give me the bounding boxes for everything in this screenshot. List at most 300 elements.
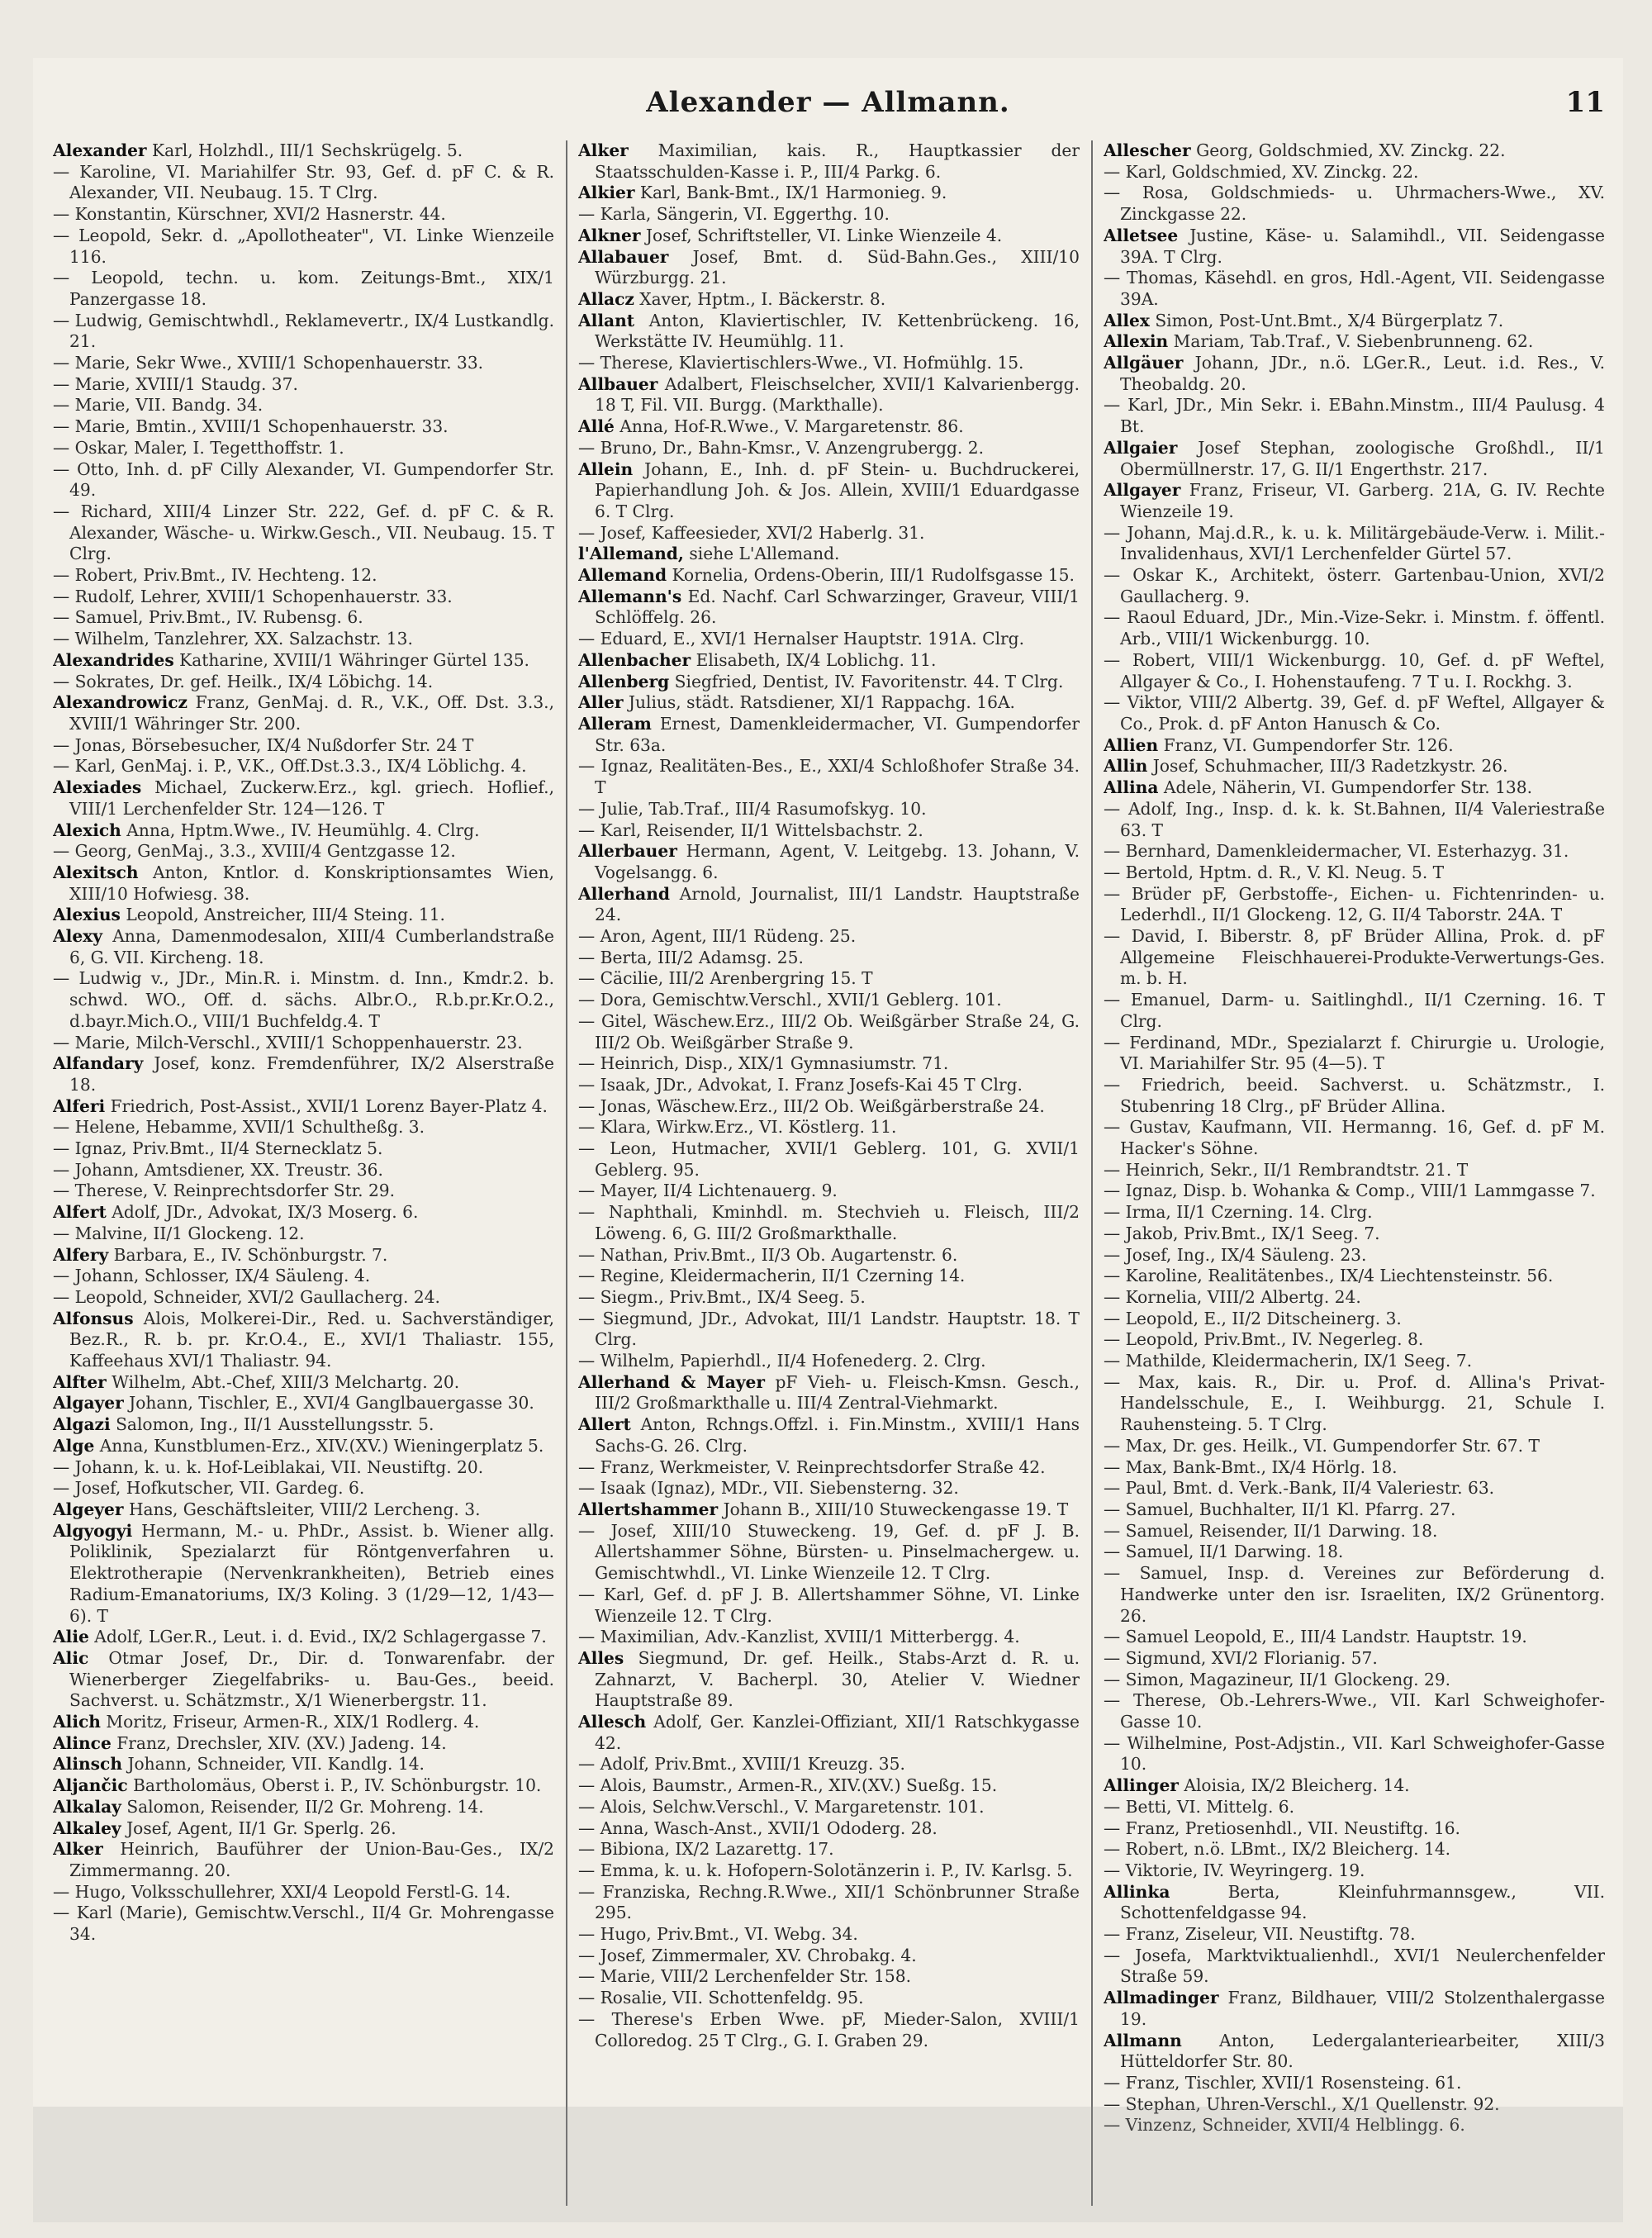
entry-text: Karl, JDr., Min Sekr. i. EBahn.Minstm., III/4 Paulusg. 4 Bt. <box>1120 395 1605 437</box>
entry-text: Leon, Hutmacher, XVII/1 Geblerg. 101, G. XVII/1 Geblerg. 95. <box>595 1138 1080 1180</box>
entry-text: Samuel Leopold, E., III/4 Landstr. Hauptstr. 19. <box>1125 1627 1527 1647</box>
directory-entry <box>1104 1860 1605 1882</box>
directory-entry <box>578 1245 1080 1266</box>
entry-text: Helene, Hebamme, XVII/1 Schultheßg. 3. <box>74 1117 425 1138</box>
entry-text: Otmar Josef, Dr., Dir. d. Tonwarenfabr. der Wienerberger Ziegelfabriks- u. Bau-Ges., beeid. Sachverst. u. Schätzmstr., X/1 Wienerbergstr. 11. <box>69 1647 554 1711</box>
directory-entry <box>578 204 1080 226</box>
entry-surname: Alfery <box>53 1244 109 1265</box>
entry-surname: Allabauer <box>578 246 669 267</box>
directory-entry <box>53 1096 554 1118</box>
entry-text: Johann, Schneider, VII. Kandlg. 14. <box>127 1754 425 1775</box>
directory-entry <box>578 544 1080 565</box>
entry-text: Emma, k. u. k. Hofopern-Solotänzerin i. P., IV. Karlsg. 5. <box>600 1860 1073 1880</box>
entry-text: Mayer, II/4 Lichtenauerg. 9. <box>600 1181 838 1201</box>
directory-entry <box>578 1946 1080 1967</box>
directory-entry <box>578 1096 1080 1118</box>
entry-dash: — <box>1104 161 1121 182</box>
directory-entry <box>1104 1690 1605 1732</box>
entry-surname: Alfonsus <box>53 1308 134 1328</box>
entry-text: Karl, Goldschmied, XV. Zinckg. 22. <box>1125 161 1419 182</box>
directory-entry <box>578 311 1080 353</box>
entry-text: Alois, Baumstr., Armen-R., XIV.(XV.) Sueßg. 15. <box>600 1775 998 1796</box>
directory-entry <box>578 438 1080 459</box>
entry-dash: — <box>578 926 596 947</box>
entry-text: Josef, Schuhmacher, III/3 Radetzkystr. 26. <box>1152 756 1508 777</box>
entry-surname: Alexandrowicz <box>53 692 188 713</box>
directory-entry <box>1104 1372 1605 1436</box>
entry-text: David, I. Biberstr. 8, pF Brüder Allina, Prok. d. pF Allgemeine Fleischhauerei-Produkte-Verwertungs-Ges. m. b. H. <box>1120 926 1605 989</box>
directory-entry <box>1104 1117 1605 1159</box>
entry-text: Hermann, M.- u. PhDr., Assist. b. Wiener allg. Poliklinik, Spezialarzt für Röntgenverfahren u. Elektrotherapie (Nervenkrankheiten), Betrieb eines Radium-Emanatoriums, IX/3 Koling. 3 (1/29—12, 1/43—6). T <box>69 1520 554 1626</box>
directory-entry <box>53 1775 554 1797</box>
directory-entry <box>578 1712 1080 1754</box>
entry-dash: — <box>53 1478 70 1499</box>
entry-dash: — <box>53 629 70 649</box>
entry-dash: — <box>1104 1329 1121 1350</box>
directory-entry <box>1104 1563 1605 1627</box>
entry-dash: — <box>53 373 70 394</box>
directory-entry <box>53 1181 554 1202</box>
directory-entry <box>53 1903 554 1945</box>
directory-columns <box>53 140 1606 2206</box>
entry-text: Simon, Magazineur, II/1 Glockeng. 29. <box>1125 1669 1451 1689</box>
entry-dash: — <box>1104 1520 1121 1541</box>
entry-text: Therese, V. Reinprechtsdorfer Str. 29. <box>74 1181 396 1201</box>
entry-dash: — <box>53 268 70 288</box>
directory-entry <box>578 1521 1080 1585</box>
directory-entry <box>1104 1075 1605 1117</box>
directory-entry <box>53 1499 554 1521</box>
entry-surname: Allescher <box>1104 140 1191 160</box>
entry-surname: Alfter <box>53 1371 107 1392</box>
entry-surname: Allerhand <box>578 883 671 904</box>
directory-entry <box>53 692 554 734</box>
entry-text: Siegm., Priv.Bmt., IX/4 Seeg. 5. <box>600 1286 866 1307</box>
entry-text: Samuel, Buchhalter, II/1 Kl. Pfarrg. 27. <box>1125 1499 1456 1519</box>
entry-surname: Alleram <box>578 713 652 734</box>
entry-surname: Alexandrides <box>53 649 174 670</box>
directory-entry <box>53 820 554 842</box>
directory-entry <box>578 672 1080 693</box>
entry-dash: — <box>1104 1181 1121 1201</box>
entry-text: Franz, Werkmeister, V. Reinprechtsdorfer Straße 42. <box>600 1456 1046 1477</box>
entry-text: Adolf, Priv.Bmt., XVIII/1 Kreuzg. 35. <box>600 1754 905 1775</box>
entry-dash: — <box>1104 862 1121 882</box>
directory-entry <box>578 1988 1080 2009</box>
directory-entry <box>1104 1775 1605 1797</box>
entry-text: Georg, Goldschmied, XV. Zinckg. 22. <box>1196 140 1506 160</box>
entry-text: Josef, Zimmermaler, XV. Chrobakg. 4. <box>600 1945 917 1965</box>
directory-entry <box>1104 1224 1605 1245</box>
directory-entry <box>53 1818 554 1840</box>
entry-dash: — <box>53 1181 70 1201</box>
directory-entry <box>578 1754 1080 1775</box>
entry-text: Cäcilie, III/2 Arenbergring 15. T <box>600 968 873 989</box>
directory-entry <box>578 1797 1080 1818</box>
directory-entry <box>578 247 1080 289</box>
entry-surname: Allien <box>1104 734 1159 755</box>
directory-entry <box>1104 1670 1605 1691</box>
scan-shadow <box>33 2107 1623 2222</box>
entry-dash: — <box>1104 1223 1121 1243</box>
entry-surname: Allina <box>1104 777 1159 798</box>
entry-dash: — <box>578 2008 596 2029</box>
entry-surname: Allinka <box>1104 1881 1170 1902</box>
directory-entry <box>578 714 1080 756</box>
entry-text: Mathilde, Kleidermacherin, IX/1 Seeg. 7. <box>1125 1351 1473 1371</box>
directory-entry <box>53 1797 554 1818</box>
entry-dash: — <box>578 1053 596 1074</box>
entry-text: Oskar K., Architekt, österr. Gartenbau-Union, XVI/2 Gaullacherg. 9. <box>1120 565 1605 606</box>
entry-surname: Allacz <box>578 288 634 309</box>
entry-text: Irma, II/1 Czerning. 14. Clrg. <box>1125 1202 1373 1223</box>
directory-entry <box>578 756 1080 798</box>
directory-entry <box>1104 140 1605 162</box>
directory-entry <box>578 1075 1080 1096</box>
entry-dash: — <box>1104 2093 1121 2114</box>
entry-text: Bernhard, Damenkleidermacher, VI. Esterhazyg. 31. <box>1125 841 1569 862</box>
entry-surname: Alich <box>53 1712 101 1732</box>
entry-text: Ignaz, Realitäten-Bes., E., XXI/4 Schloßhofer Straße 34. T <box>595 756 1080 798</box>
entry-text: Josef, Agent, II/1 Gr. Sperlg. 26. <box>126 1817 396 1838</box>
entry-surname: Alexius <box>53 905 121 925</box>
entry-text: Paul, Bmt. d. Verk.-Bank, II/4 Valeriestr. 63. <box>1125 1478 1495 1499</box>
directory-entry <box>53 140 554 162</box>
entry-text: Simon, Post-Unt.Bmt., X/4 Bürgerplatz 7. <box>1155 310 1504 330</box>
entry-text: Anna, Damenmodesalon, XIII/4 Cumberlandstraße 6, G. VII. Kircheng. 18. <box>69 926 554 967</box>
entry-text: Hermann, Agent, V. Leitgebg. 13. Johann, V. Vogelsangg. 6. <box>595 841 1080 882</box>
entry-text: Siegmund, Dr. gef. Heilk., Stabs-Arzt d. R. u. Zahnarzt, V. Bacherpl. 30, Atelier V. Wiedner Hauptstraße 89. <box>595 1647 1080 1711</box>
directory-entry <box>1104 1797 1605 1818</box>
entry-dash: — <box>1104 1202 1121 1223</box>
entry-surname: Allbauer <box>578 373 658 394</box>
directory-entry <box>1104 183 1605 225</box>
entry-dash: — <box>578 820 596 840</box>
entry-dash: — <box>53 1266 70 1286</box>
directory-entry <box>578 1287 1080 1309</box>
directory-entry <box>53 1627 554 1648</box>
entry-text: Franz, VI. Gumpendorfer Str. 126. <box>1163 734 1454 755</box>
entry-text: Friedrich, Post-Assist., XVII/1 Lorenz Bayer-Platz 4. <box>110 1095 548 1116</box>
entry-text: Michael, Zuckerw.Erz., kgl. griech. Hoflief., VIII/1 Lerchenfelder Str. 124—126. T <box>69 777 554 819</box>
entry-text: Hugo, Priv.Bmt., VI. Webg. 34. <box>600 1924 858 1945</box>
entry-text: Wilhelm, Abt.-Chef, XIII/3 Melchartg. 20. <box>112 1371 460 1392</box>
directory-entry <box>53 1309 554 1372</box>
entry-dash: — <box>1104 395 1121 416</box>
directory-entry <box>53 1414 554 1436</box>
entry-dash: — <box>1104 1499 1121 1519</box>
entry-dash: — <box>578 798 596 819</box>
entry-text: Samuel, II/1 Darwing. 18. <box>1125 1542 1344 1562</box>
entry-text: Robert, Priv.Bmt., IV. Hechteng. 12. <box>74 565 377 586</box>
directory-entry <box>578 1478 1080 1499</box>
entry-text: Josef, XIII/10 Stuweckeng. 19, Gef. d. pF J. B. Allertshammer Söhne, Bürsten- u. Pinselmachergew. u. Gemischtwhdl., VI. Linke Wienzeile 12. T Clrg. <box>595 1520 1080 1584</box>
directory-entry <box>1104 841 1605 862</box>
directory-entry <box>578 1627 1080 1648</box>
directory-entry <box>578 1839 1080 1860</box>
directory-entry <box>53 1839 554 1881</box>
entry-dash: — <box>1104 1542 1121 1562</box>
entry-text: Franz, Ziseleur, VII. Neustiftg. 78. <box>1125 1924 1416 1945</box>
directory-entry <box>578 1924 1080 1946</box>
entry-dash: — <box>53 756 70 777</box>
entry-text: Josef Stephan, zoologische Großhdl., II/1 Obermüllnerstr. 17, G. II/1 Engerthstr. 217. <box>1120 437 1605 479</box>
entry-dash: — <box>53 671 70 691</box>
directory-entry <box>53 1224 554 1245</box>
directory-entry <box>1104 1436 1605 1457</box>
entry-text: Justine, Käse- u. Salamihdl., VII. Seidengasse 39A. T Clrg. <box>1120 225 1605 267</box>
entry-text: Heinrich, Bauführer der Union-Bau-Ges., IX/2 Zimmermanng. 20. <box>69 1839 554 1880</box>
directory-entry <box>53 1117 554 1138</box>
entry-dash: — <box>578 1286 596 1307</box>
directory-entry <box>1104 1924 1605 1946</box>
entry-surname: Allertshammer <box>578 1499 719 1519</box>
entry-dash: — <box>578 947 596 967</box>
entry-text: Otto, Inh. d. pF Cilly Alexander, VI. Gumpendorfer Str. 49. <box>69 459 554 501</box>
directory-entry <box>578 692 1080 714</box>
directory-entry <box>578 1181 1080 1202</box>
entry-text: Anton, Klaviertischler, IV. Kettenbrückeng. 16, Werkstätte IV. Heumühlg. 11. <box>595 310 1080 352</box>
entry-text: Johann, Schlosser, IX/4 Säuleng. 4. <box>74 1266 371 1286</box>
directory-entry <box>578 1860 1080 1882</box>
entry-text: Johann, E., Inh. d. pF Stein- u. Buchdruckerei, Papierhandlung Joh. & Jos. Allein, XVIII/1 Eduardgasse 6. T Clrg. <box>595 459 1080 521</box>
entry-surname: Allesch <box>578 1712 647 1732</box>
entry-text: Anton, Kntlor. d. Konskriptionsamtes Wien, XIII/10 Hofwiesg. 38. <box>69 862 554 904</box>
directory-entry <box>1104 1287 1605 1309</box>
directory-entry <box>1104 777 1605 799</box>
entry-text: Raoul Eduard, JDr., Min.-Vize-Sekr. i. Minstm. f. öffentl. Arb., VIII/1 Wickenburgg. 10. <box>1120 607 1605 649</box>
page-title: Alexander — Allmann. <box>646 86 1010 119</box>
directory-entry <box>1104 1181 1605 1202</box>
directory-entry <box>53 226 554 268</box>
directory-entry <box>578 1775 1080 1797</box>
entry-dash: — <box>1104 2072 1121 2093</box>
directory-entry <box>578 226 1080 247</box>
entry-text: Johann B., XIII/10 Stuweckengasse 19. T <box>723 1499 1069 1519</box>
directory-entry <box>578 820 1080 842</box>
entry-text: Friedrich, beeid. Sachverst. u. Schätzmstr., I. Stubenring 18 Clrg., pF Brüder Allina. <box>1120 1074 1605 1116</box>
entry-dash: — <box>53 734 70 755</box>
page-header <box>33 86 1623 135</box>
entry-dash: — <box>1104 1435 1121 1456</box>
entry-text: Josef, Kaffeesieder, XVI/2 Haberlg. 31. <box>600 522 925 543</box>
entry-dash: — <box>53 161 70 182</box>
entry-dash: — <box>1104 990 1121 1010</box>
entry-dash: — <box>1104 1478 1121 1499</box>
directory-entry <box>53 162 554 204</box>
directory-entry <box>578 1117 1080 1138</box>
entry-text: Johann, Tischler, E., XVI/4 Ganglbauergasse 30. <box>129 1393 534 1414</box>
entry-surname: Allé <box>578 416 615 437</box>
entry-surname: l'Allemand, <box>578 544 684 564</box>
directory-entry <box>1104 523 1605 565</box>
directory-entry <box>578 884 1080 926</box>
entry-text: Rosalie, VII. Schottenfeldg. 95. <box>600 1988 864 2008</box>
entry-text: Wilhelm, Tanzlehrer, XX. Salzachstr. 13. <box>74 629 413 649</box>
directory-entry <box>1104 735 1605 757</box>
entry-text: Viktor, VIII/2 Albertg. 39, Gef. d. pF Weftel, Allgayer & Co., Prok. d. pF Anton Hanusch & Co. <box>1120 692 1605 734</box>
directory-entry <box>1104 1839 1605 1860</box>
directory-entry <box>578 799 1080 820</box>
entry-dash: — <box>578 756 596 777</box>
directory-entry <box>1104 1160 1605 1181</box>
entry-dash: — <box>1104 1159 1121 1180</box>
entry-text: Karl (Marie), Gemischtw.Verschl., II/4 Gr. Mohrengasse 34. <box>69 1903 554 1945</box>
entry-text: Josef, konz. Fremdenführer, IX/2 Alserstraße 18. <box>69 1053 554 1095</box>
entry-text: Alois, Selchw.Verschl., V. Margaretenstr. 101. <box>600 1796 985 1817</box>
entry-dash: — <box>53 353 70 373</box>
entry-surname: Allenbacher <box>578 649 691 670</box>
directory-entry <box>53 416 554 438</box>
entry-surname: Alinsch <box>53 1754 123 1775</box>
entry-text: Leopold, Anstreicher, III/4 Steing. 11. <box>126 905 445 925</box>
entry-text: Rudolf, Lehrer, XVIII/1 Schopenhauerstr. 33. <box>74 586 453 606</box>
directory-entry <box>578 140 1080 183</box>
directory-entry <box>53 756 554 777</box>
entry-text: Max, kais. R., Dir. u. Prof. d. Allina's Privat-Handelsschule, E., I. Weihburgg. 21, Schule I. Rauhensteing. 5. T Clrg. <box>1120 1371 1605 1435</box>
entry-surname: Allemand <box>578 565 667 586</box>
directory-entry <box>1104 353 1605 395</box>
entry-dash: — <box>578 437 596 458</box>
entry-dash: — <box>1104 649 1121 670</box>
entry-text: Therese, Klaviertischlers-Wwe., VI. Hofmühlg. 15. <box>600 353 1024 373</box>
entry-dash: — <box>53 437 70 458</box>
directory-entry <box>1104 1266 1605 1287</box>
entry-dash: — <box>578 1945 596 1965</box>
entry-text: Rosa, Goldschmieds- u. Uhrmachers-Wwe., XV. Zinckgasse 22. <box>1120 183 1605 225</box>
entry-text: Karl, Holzhdl., III/1 Sechskrügelg. 5. <box>152 140 463 160</box>
entry-text: Ferdinand, MDr., Spezialarzt f. Chirurgie u. Urologie, VI. Mariahilfer Str. 95 (4—5). T <box>1120 1032 1605 1074</box>
entry-text: Ignaz, Priv.Bmt., II/4 Sternecklatz 5. <box>74 1138 383 1159</box>
directory-entry <box>1104 1457 1605 1479</box>
directory-entry <box>53 1712 554 1733</box>
entry-dash: — <box>578 1881 596 1902</box>
entry-dash: — <box>578 1308 596 1328</box>
directory-entry <box>53 841 554 862</box>
entry-dash: — <box>1104 1032 1121 1052</box>
directory-entry <box>1104 480 1605 522</box>
directory-entry <box>578 1202 1080 1244</box>
directory-entry <box>1104 1988 1605 2030</box>
entry-surname: Allin <box>1104 756 1148 777</box>
directory-entry <box>578 374 1080 416</box>
entry-text: Thomas, Käsehdl. en gros, Hdl.-Agent, VII. Seidengasse 39A. <box>1120 268 1605 309</box>
directory-entry <box>53 268 554 310</box>
entry-dash: — <box>1104 1945 1121 1965</box>
entry-dash: — <box>1104 522 1121 543</box>
entry-dash: — <box>578 968 596 989</box>
directory-entry <box>1104 311 1605 332</box>
entry-text: Bruno, Dr., Bahn-Kmsr., V. Anzengrubergg. 2. <box>600 437 984 458</box>
entry-dash: — <box>1104 798 1121 819</box>
directory-entry <box>578 1351 1080 1372</box>
directory-entry <box>578 1882 1080 1924</box>
entry-text: Leopold, Sekr. d. „Apollotheater", VI. Linke Wienzeile 116. <box>69 225 554 267</box>
entry-dash: — <box>53 1138 70 1159</box>
entry-text: Johann, Maj.d.R., k. u. k. Militärgebäude-Verw. i. Milit.-Invalidenhaus, XVI/1 Lerchenfelder Gürtel 57. <box>1120 522 1605 564</box>
entry-dash: — <box>578 629 596 649</box>
directory-entry <box>578 1966 1080 1988</box>
entry-text: Marie, XVIII/1 Staudg. 37. <box>74 373 298 394</box>
entry-surname: Alexitsch <box>53 862 139 882</box>
entry-surname: Alince <box>53 1732 112 1753</box>
entry-dash: — <box>1104 1074 1121 1095</box>
directory-entry <box>53 459 554 501</box>
entry-dash: — <box>1104 1266 1121 1286</box>
entry-surname: Algeyer <box>53 1499 124 1519</box>
directory-entry <box>53 1287 554 1309</box>
entry-dash: — <box>578 1839 596 1860</box>
entry-dash: — <box>578 1095 596 1116</box>
entry-text: Josef, Hofkutscher, VII. Gardeg. 6. <box>74 1478 365 1499</box>
entry-text: Alois, Molkerei-Dir., Red. u. Sachverständiger, Bez.R., R. b. pr. Kr.O.4., E., XVI/1 Thaliastr. 155, Kaffeehaus XVI/1 Thaliastr. 94. <box>69 1308 554 1371</box>
directory-entry <box>1104 1648 1605 1670</box>
directory-entry <box>578 629 1080 650</box>
entry-dash: — <box>1104 1371 1121 1392</box>
directory-entry <box>578 841 1080 883</box>
entry-dash: — <box>578 1456 596 1477</box>
directory-entry <box>578 183 1080 204</box>
entry-dash: — <box>53 1032 70 1052</box>
column-2 <box>578 140 1080 2206</box>
directory-entry <box>578 565 1080 587</box>
entry-text: Jakob, Priv.Bmt., IX/1 Seeg. 7. <box>1125 1223 1380 1243</box>
entry-text: Bertold, Hptm. d. R., V. Kl. Neug. 5. T <box>1125 862 1445 882</box>
entry-surname: Alferi <box>53 1095 106 1116</box>
entry-text: Julie, Tab.Traf., III/4 Rasumofskyg. 10. <box>600 798 927 819</box>
entry-dash: — <box>1104 1924 1121 1945</box>
directory-entry <box>578 289 1080 311</box>
entry-text: Bibiona, IX/2 Lazarettg. 17. <box>600 1839 834 1860</box>
entry-surname: Allinger <box>1104 1775 1179 1796</box>
directory-entry <box>1104 1499 1605 1521</box>
entry-dash: — <box>53 225 70 245</box>
directory-entry <box>53 650 554 672</box>
entry-dash: — <box>1104 1627 1121 1647</box>
directory-entry <box>1104 1033 1605 1075</box>
directory-entry <box>578 948 1080 969</box>
entry-text: Franz, Drechsler, XIV. (XV.) Jadeng. 14. <box>116 1732 447 1753</box>
directory-entry <box>1104 692 1605 734</box>
column-1 <box>53 140 554 2206</box>
entry-text: Heinrich, Disp., XIX/1 Gymnasiumstr. 71. <box>600 1053 949 1074</box>
entry-text: Anton, Ledergalanteriearbeiter, XIII/3 Hütteldorfer Str. 80. <box>1120 2030 1605 2072</box>
entry-surname: Alker <box>53 1839 103 1860</box>
entry-dash: — <box>53 1117 70 1138</box>
directory-entry <box>1104 1882 1605 1924</box>
directory-entry <box>53 735 554 757</box>
entry-surname: Allert <box>578 1414 631 1435</box>
entry-dash: — <box>578 1351 596 1371</box>
entry-text: Max, Bank-Bmt., IX/4 Hörlg. 18. <box>1125 1456 1398 1477</box>
entry-text: Bartholomäus, Oberst i. P., IV. Schönburgstr. 10. <box>133 1775 542 1796</box>
entry-dash: — <box>578 1202 596 1223</box>
entry-dash: — <box>53 395 70 416</box>
entry-surname: Alexander <box>53 140 147 160</box>
entry-surname: Alic <box>53 1647 89 1668</box>
entry-text: Adalbert, Fleischselcher, XVII/1 Kalvarienbergg. 18 T, Fil. VII. Burgg. (Markthalle). <box>595 373 1080 416</box>
directory-entry <box>578 1648 1080 1712</box>
entry-dash: — <box>53 841 70 862</box>
page-number: 11 <box>1565 86 1605 119</box>
entry-text: Georg, GenMaj., 3.3., XVIII/4 Gentzgasse 12. <box>74 841 456 862</box>
entry-text: Robert, VIII/1 Wickenburgg. 10, Gef. d. pF Weftel, Allgayer & Co., I. Hohenstaufeng. 7 T u. I. Rockhg. 3. <box>1120 649 1605 691</box>
entry-surname: Allex <box>1104 310 1150 330</box>
entry-dash: — <box>1104 926 1121 947</box>
entry-text: Josef, Schriftsteller, VI. Linke Wienzeile 4. <box>645 225 1003 245</box>
entry-surname: Algyogyi <box>53 1520 133 1541</box>
directory-entry <box>1104 1478 1605 1499</box>
